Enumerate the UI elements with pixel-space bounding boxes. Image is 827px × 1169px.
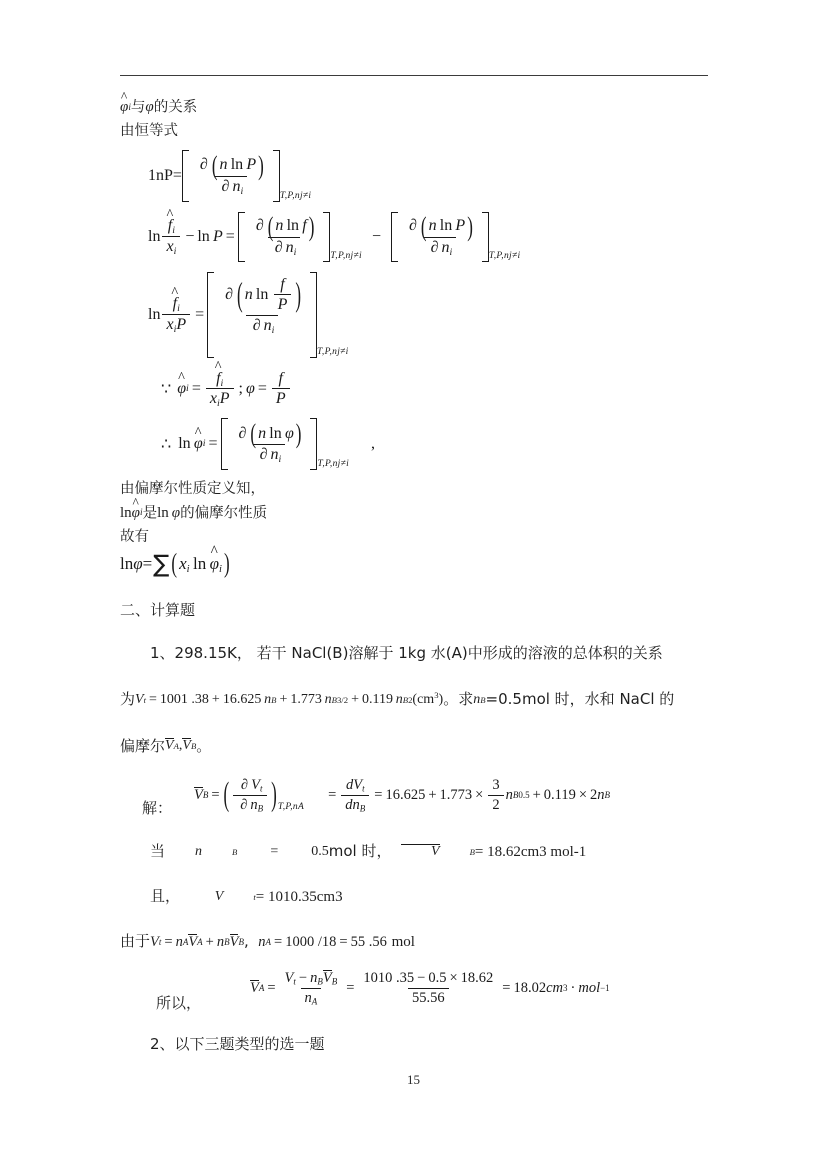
solution-when-nb: n B = 0.5: [195, 843, 329, 859]
equation-2-sub-2: T,P,nj≠i: [488, 250, 521, 261]
partial-molar-def-line: 由偏摩尔性质定义知，: [120, 481, 265, 498]
problem-1-line-2-prefix: 为: [120, 690, 136, 709]
solution-when-line: [120, 829, 712, 874]
is-partial-molar-line: [120, 506, 712, 521]
problem-1-line-2: [120, 676, 712, 723]
solution-vb-subscript: T,P,nA: [277, 801, 305, 812]
equation-5-math: ∴ ln ^ φ i = ∂ ( n ln φ ) ∂ $n_i$ T,P,nj≠i ,: [158, 418, 375, 470]
solution-since-comma: ,: [243, 932, 249, 951]
is-partial-molar-tail: 的偏摩尔性质: [180, 505, 268, 522]
page-content: [120, 100, 712, 1064]
hence-line: 故有: [120, 528, 149, 545]
relation-heading-tail: 的关系: [153, 99, 198, 116]
equation-5-comma: ,: [371, 435, 376, 453]
equation-2-math: ln ^ $\frac{f_i}{x_i}$ − ln P = ∂ ( n ln f ) ∂ $n_i$ T,P,nj≠i − ∂ ( n ln P ) ∂ $n_i$ T,P,nj≠i: [148, 212, 520, 262]
equation-3-math: ln ^ $\frac{f_i}{x_iP}$ = ∂ ( n ln $\frac{f}{P}$ ) ∂ $n_i$ T,P,nj≠i: [148, 272, 349, 358]
header-rule: [120, 75, 708, 76]
solution-va-row: [120, 964, 712, 1024]
equation-2-sub-1: T,P,nj≠i: [330, 250, 362, 261]
solution-since-prefix: 由于: [120, 932, 151, 951]
solution-and-result: = 1010.35cm3: [255, 889, 343, 906]
solution-na-value: n A = 1000 /18 = 55 .56: [258, 933, 387, 950]
solution-since-equation: V t = n A V A + n B V B: [150, 933, 244, 950]
problem-1-line-3: [120, 723, 712, 770]
equation-4-math: ∵ ^ φ i = ^ $\frac{f_i}{x_iP}$ ; φ = $\frac{f}{P}$: [158, 370, 292, 409]
phi-hat-i-symbol: ^ φ i: [120, 100, 131, 115]
solution-label: 解：: [142, 799, 173, 818]
identity-line: 由恒等式: [120, 123, 178, 139]
solution-when-prefix: 当: [150, 842, 166, 861]
problem-1-line-2-tail: =0.5mol 时，水和 NaCl 的: [485, 690, 675, 709]
is-text: 是: [142, 505, 158, 522]
solution-vb-row: [120, 775, 712, 829]
ln-phi-hat-i: ln ^ φ i: [120, 506, 143, 521]
equation-1-subscript: T,P,nj≠i: [279, 190, 312, 201]
equation-1: [148, 150, 712, 202]
solution-vb-equation: V B = ( $\frac{\partial V_t}{\partial n_B}$ ) T,P,nA = $\frac{dV_t}{dn_B}$ = 16.625 + 1.773 × $\frac{3}{2}$ n B 0.5 + 0.119 × 2 n B: [194, 775, 611, 814]
solution-na-unit: mol: [391, 934, 415, 951]
relation-heading: [120, 100, 712, 115]
problem-1-line-2-mid: 。求: [443, 690, 474, 709]
equation-3: [148, 272, 712, 358]
solution-when-unit: mol 时，: [328, 842, 392, 861]
solution-and-line: [120, 874, 712, 919]
problems-heading: 二、计算题: [120, 601, 196, 620]
page-number: 15: [407, 1072, 420, 1087]
equation-2: [148, 212, 712, 262]
solution-va-equation: V A = $\frac{V_t - n_BV_B}{n_A}$ = $\frac{1010 .35 - 0.5 \times 18.62}{55.56}$ = 18.02 cm 3 · mol −1: [250, 970, 610, 1007]
problem-1-line-1: 1、298.15K， 若干 NaCl(B)溶解于 1kg 水(A)中形成的溶液的总体积的关系: [150, 644, 663, 663]
problem-1-volume-equation: V t = 1001 .38 + 16.625 n B + 1.773 n B 3/2 + 0.119 n B 2 $(cm^3)$: [135, 690, 444, 707]
solution-when-vb: V B: [401, 844, 475, 860]
equation-6: [120, 548, 712, 579]
ln-phi: ln φ: [157, 504, 181, 521]
equation-5: [158, 418, 712, 470]
problem-1-line-3-suffix: 。: [196, 736, 212, 755]
equation-4: [158, 370, 712, 409]
solution-since-line: [120, 919, 712, 964]
problem-1-nb-symbol: n B: [473, 691, 486, 707]
equation-3-subscript: T,P,nj≠i: [317, 346, 349, 357]
equation-6-math: ln φ = ∑ ( $x_i$ ln ^ $\varphi_i$ ): [120, 554, 231, 574]
partial-molar-volumes-symbols: V A , V B: [165, 738, 197, 754]
solution-when-result: = 18.62cm3 mol-1: [474, 844, 587, 861]
solution-and-prefix: 且，: [150, 887, 181, 906]
solution-therefore-label: 所以，: [156, 994, 202, 1013]
problem-1-line-3-prefix: 偏摩尔: [120, 736, 166, 755]
relation-heading-visible: 与: [130, 99, 146, 116]
sigma-icon: ∑: [153, 549, 170, 578]
phi-symbol: φ: [145, 99, 154, 115]
problem-2-line-1: 2、以下三题类型的选一题: [150, 1035, 325, 1054]
equation-5-subscript: T,P,nj≠i: [317, 459, 350, 470]
equation-1-math: 1nP= ∂ ( n ln P ) ∂ $n_i$ T,P,nj≠i: [148, 149, 312, 201]
solution-and-vt: V t: [214, 888, 256, 904]
